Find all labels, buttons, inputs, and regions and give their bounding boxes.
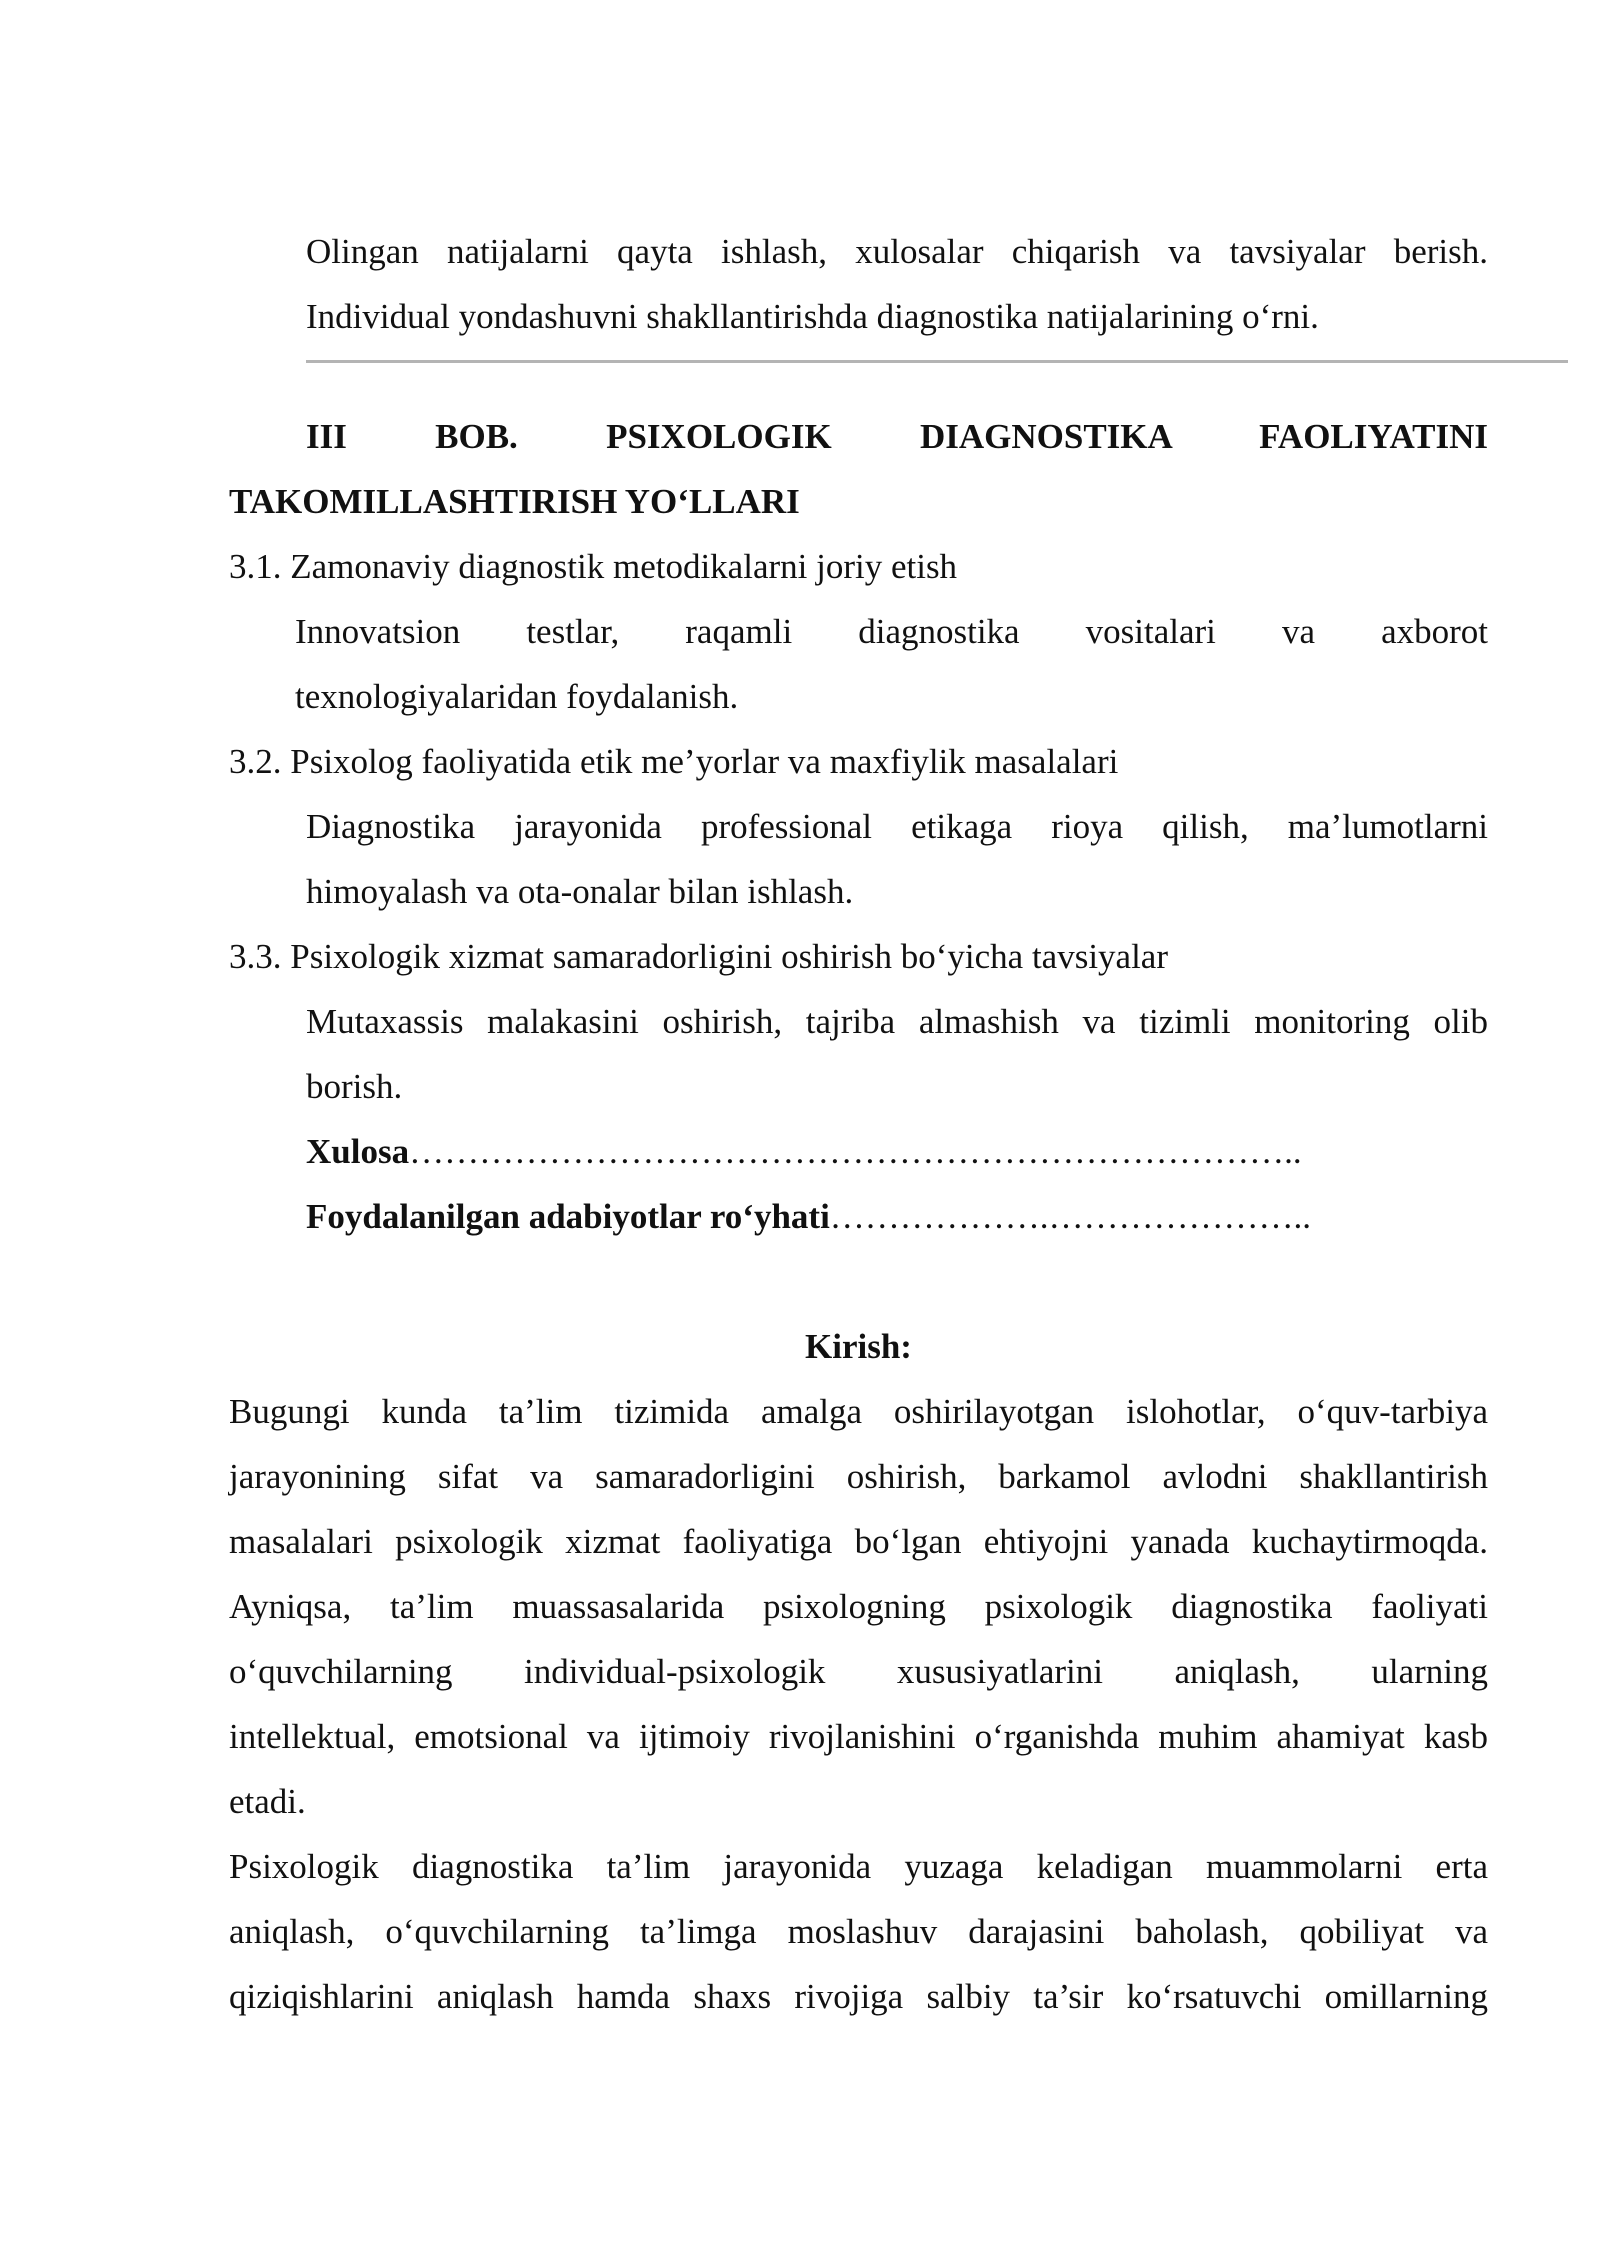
section-title-3-2: 3.2. Psixolog faoliyatida etik me’yorlar va maxfiylik masalalari — [229, 742, 1119, 781]
intro-p1-line-1: Bugungi kunda ta’lim tizimida amalga oshirilayotgan islohotlar, o‘quv-tarbiya — [229, 1392, 1488, 1431]
horizontal-rule — [306, 360, 1568, 363]
intro-p1-line-3: masalalari psixologik xizmat faoliyatiga bo‘lgan ehtiyojni yanada kuchaytirmoqda. — [229, 1522, 1488, 1561]
toc-entry-conclusion — [306, 1130, 1302, 1174]
section-body-3-1-line-2: texnologiyalaridan foydalanish. — [295, 677, 739, 716]
chapter-heading-line-1: III BOB. PSIXOLOGIK DIAGNOSTIKA FAOLIYATINI — [306, 417, 1488, 456]
section-body-3-2-line-2: himoyalash va ota-onalar bilan ishlash. — [306, 872, 854, 911]
intro-p1-line-5: o‘quvchilarning individual-psixologik xususiyatlarini aniqlash, ularning — [229, 1652, 1488, 1691]
intro-p1-line-6: intellektual, emotsional va ijtimoiy rivojlanishini o‘rganishda muhim ahamiyat kasb — [229, 1717, 1488, 1756]
section-title-3-3: 3.3. Psixologik xizmat samaradorligini oshirish bo‘yicha tavsiyalar — [229, 937, 1169, 976]
toc-conclusion-label: Xulosa — [306, 1132, 410, 1171]
toc-references-dots: ……………….………………….. — [829, 1197, 1312, 1236]
intro-line-2: Individual yondashuvni shakllantirishda diagnostika natijalarining o‘rni. — [306, 297, 1319, 336]
section-title-3-1: 3.1. Zamonaviy diagnostik metodikalarni joriy etish — [229, 547, 958, 586]
section-body-3-3-line-1: Mutaxassis malakasini oshirish, tajriba almashish va tizimli monitoring olib — [306, 1002, 1488, 1041]
intro-p2-line-1: Psixologik diagnostika ta’lim jarayonida yuzaga keladigan muammolarni erta — [229, 1847, 1488, 1886]
intro-p2-line-3: qiziqishlarini aniqlash hamda shaxs rivojiga salbiy ta’sir ko‘rsatuvchi omillarning — [229, 1977, 1488, 2016]
section-body-3-2-line-1: Diagnostika jarayonida professional etikaga rioya qilish, ma’lumotlarni — [306, 807, 1488, 846]
section-body-3-1-line-1: Innovatsion testlar, raqamli diagnostika vositalari va axborot — [295, 612, 1488, 651]
intro-p2-line-2: aniqlash, o‘quvchilarning ta’limga moslashuv darajasini baholash, qobiliyat va — [229, 1912, 1488, 1951]
section-body-3-3-line-2: borish. — [306, 1067, 403, 1106]
intro-p1-line-4: Ayniqsa, ta’lim muassasalarida psixologning psixologik diagnostika faoliyati — [229, 1587, 1488, 1626]
toc-entry-references — [306, 1195, 1311, 1239]
chapter-heading-line-2: TAKOMILLASHTIRISH YO‘LLARI — [229, 482, 800, 521]
toc-conclusion-dots: ………………………………………………………………….. — [409, 1132, 1302, 1171]
intro-p1-line-7: etadi. — [229, 1782, 306, 1821]
toc-references-label: Foydalanilgan adabiyotlar ro‘yhati — [306, 1197, 830, 1236]
intro-p1-line-2: jarayonining sifat va samaradorligini oshirish, barkamol avlodni shakllantirish — [229, 1457, 1488, 1496]
introduction-heading: Kirish: — [805, 1327, 912, 1366]
intro-line-1: Olingan natijalarni qayta ishlash, xulosalar chiqarish va tavsiyalar berish. — [306, 232, 1488, 271]
